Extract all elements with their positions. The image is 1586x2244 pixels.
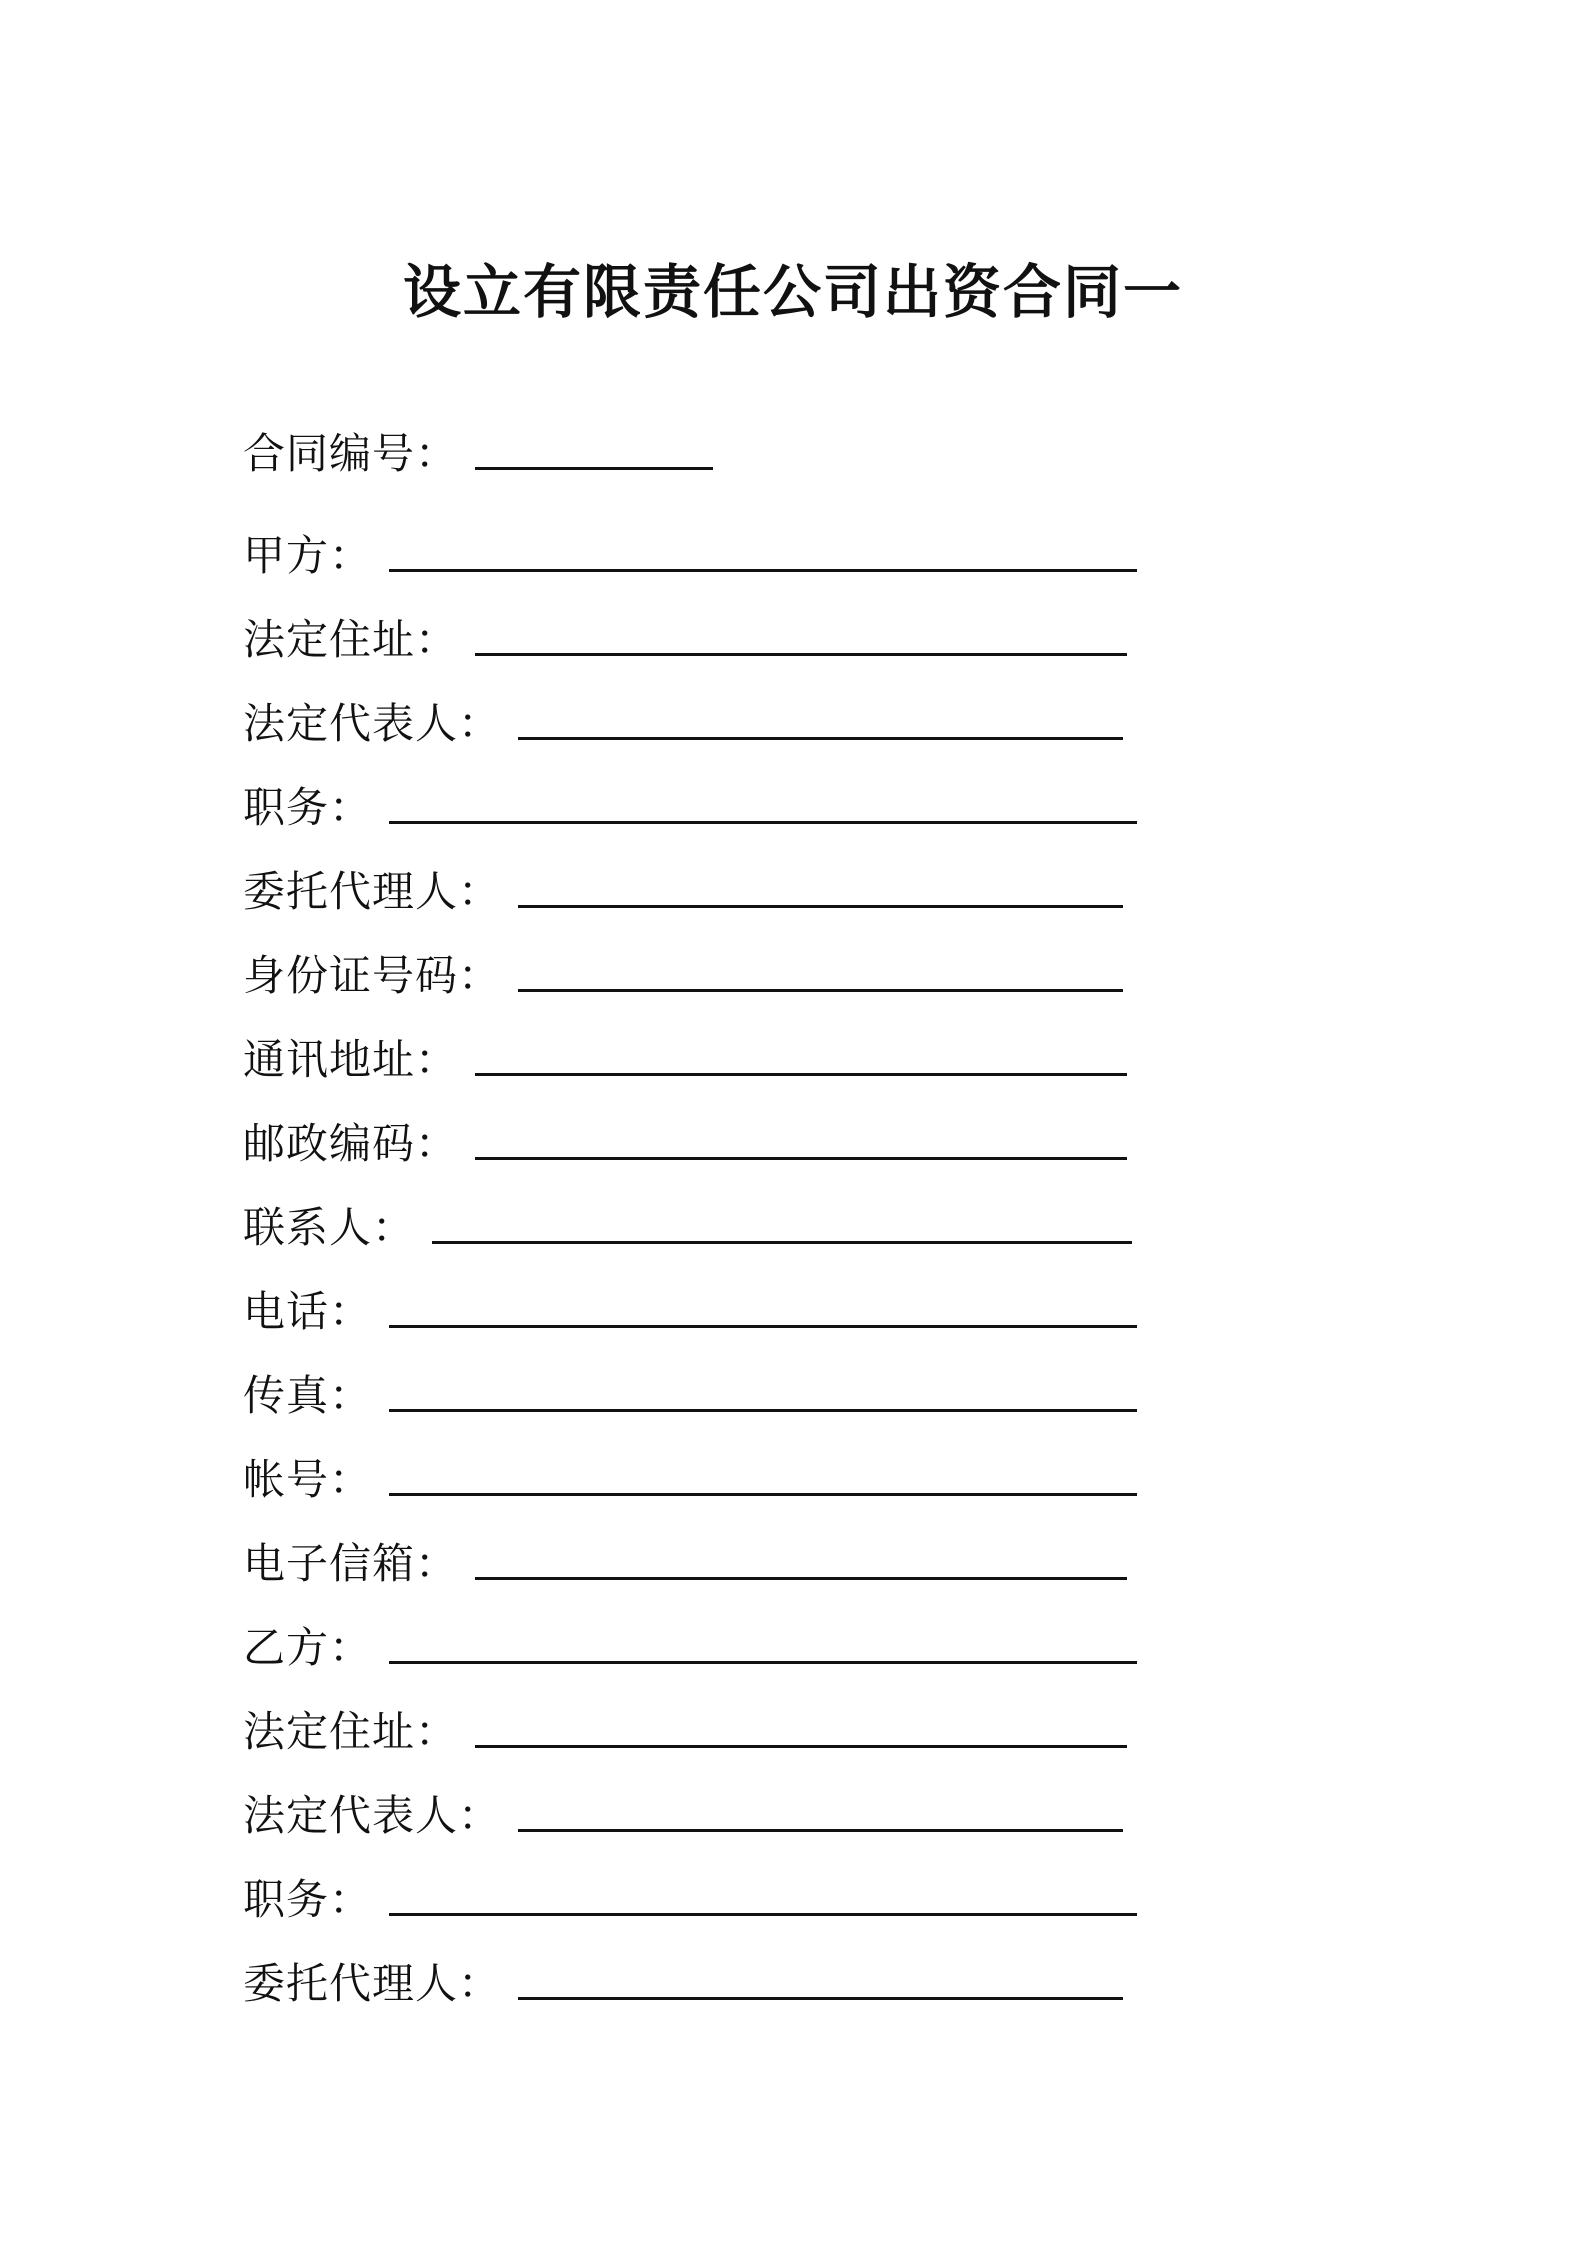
field-colon: ： <box>415 429 458 478</box>
field-row-legal-address <box>243 584 1343 668</box>
field-colon: ： <box>415 1539 458 1588</box>
field-row-position <box>243 752 1343 836</box>
field-colon: ： <box>458 1959 501 2008</box>
field-row-postal-code <box>243 1088 1343 1172</box>
field-label: 电话 <box>243 1287 330 1336</box>
field-row-account-number <box>243 1424 1343 1508</box>
field-row-telephone <box>243 1256 1343 1340</box>
legal-representative-blank[interactable] <box>518 737 1123 740</box>
legal-representative-b-blank[interactable] <box>518 1829 1123 1832</box>
field-row-party-a <box>243 500 1343 584</box>
field-label: 乙方 <box>243 1623 330 1672</box>
field-row-position-b <box>243 1844 1343 1928</box>
contract-fields <box>243 410 1343 2012</box>
field-row-email <box>243 1508 1343 1592</box>
field-colon: ： <box>458 951 501 1000</box>
party-b-blank[interactable] <box>389 1661 1137 1664</box>
mailing-address-blank[interactable] <box>475 1073 1127 1076</box>
field-colon: ： <box>329 783 372 832</box>
legal-address-blank[interactable] <box>475 653 1127 656</box>
field-row-contract-number <box>243 410 1343 482</box>
position-blank[interactable] <box>389 821 1137 824</box>
field-row-legal-representative-b <box>243 1760 1343 1844</box>
field-colon: ： <box>458 699 501 748</box>
party-a-blank[interactable] <box>389 569 1137 572</box>
field-colon: ： <box>329 1875 372 1924</box>
field-label: 委托代理人 <box>243 1959 459 2008</box>
field-colon: ： <box>372 1203 415 1252</box>
position-b-blank[interactable] <box>389 1913 1137 1916</box>
field-colon: ： <box>415 1035 458 1084</box>
field-label: 法定代表人 <box>243 699 459 748</box>
field-row-authorized-agent-b <box>243 1928 1343 2012</box>
field-label: 法定住址 <box>243 1707 416 1756</box>
field-label: 法定住址 <box>243 615 416 664</box>
field-row-legal-address-b <box>243 1676 1343 1760</box>
field-row-authorized-agent <box>243 836 1343 920</box>
field-row-contact-person <box>243 1172 1343 1256</box>
authorized-agent-b-blank[interactable] <box>518 1997 1123 2000</box>
postal-code-blank[interactable] <box>475 1157 1127 1160</box>
field-colon: ： <box>329 1623 372 1672</box>
field-label: 通讯地址 <box>243 1035 416 1084</box>
field-colon: ： <box>458 867 501 916</box>
field-label: 联系人 <box>243 1203 373 1252</box>
field-row-party-b <box>243 1592 1343 1676</box>
field-label: 合同编号 <box>243 429 416 478</box>
fax-blank[interactable] <box>389 1409 1137 1412</box>
account-number-blank[interactable] <box>389 1493 1137 1496</box>
field-label: 委托代理人 <box>243 867 459 916</box>
field-colon: ： <box>415 1119 458 1168</box>
field-label: 帐号 <box>243 1455 330 1504</box>
authorized-agent-blank[interactable] <box>518 905 1123 908</box>
field-colon: ： <box>329 1371 372 1420</box>
field-label: 甲方 <box>243 531 330 580</box>
field-colon: ： <box>329 531 372 580</box>
field-label: 职务 <box>243 1875 330 1924</box>
field-row-mailing-address <box>243 1004 1343 1088</box>
field-label: 法定代表人 <box>243 1791 459 1840</box>
field-row-legal-representative <box>243 668 1343 752</box>
email-blank[interactable] <box>475 1577 1127 1580</box>
field-colon: ： <box>415 615 458 664</box>
telephone-blank[interactable] <box>389 1325 1137 1328</box>
field-colon: ： <box>458 1791 501 1840</box>
field-label: 邮政编码 <box>243 1119 416 1168</box>
field-row-id-number <box>243 920 1343 1004</box>
field-colon: ： <box>329 1455 372 1504</box>
contract-number-blank[interactable] <box>475 467 713 470</box>
contact-person-blank[interactable] <box>432 1241 1132 1244</box>
field-row-fax <box>243 1340 1343 1424</box>
field-colon: ： <box>415 1707 458 1756</box>
field-label: 身份证号码 <box>243 951 459 1000</box>
legal-address-b-blank[interactable] <box>475 1745 1127 1748</box>
field-label: 职务 <box>243 783 330 832</box>
field-colon: ： <box>329 1287 372 1336</box>
field-label: 传真 <box>243 1371 330 1420</box>
document-title: 设立有限责任公司出资合同一 <box>402 258 1183 326</box>
field-label: 电子信箱 <box>243 1539 416 1588</box>
id-number-blank[interactable] <box>518 989 1123 992</box>
